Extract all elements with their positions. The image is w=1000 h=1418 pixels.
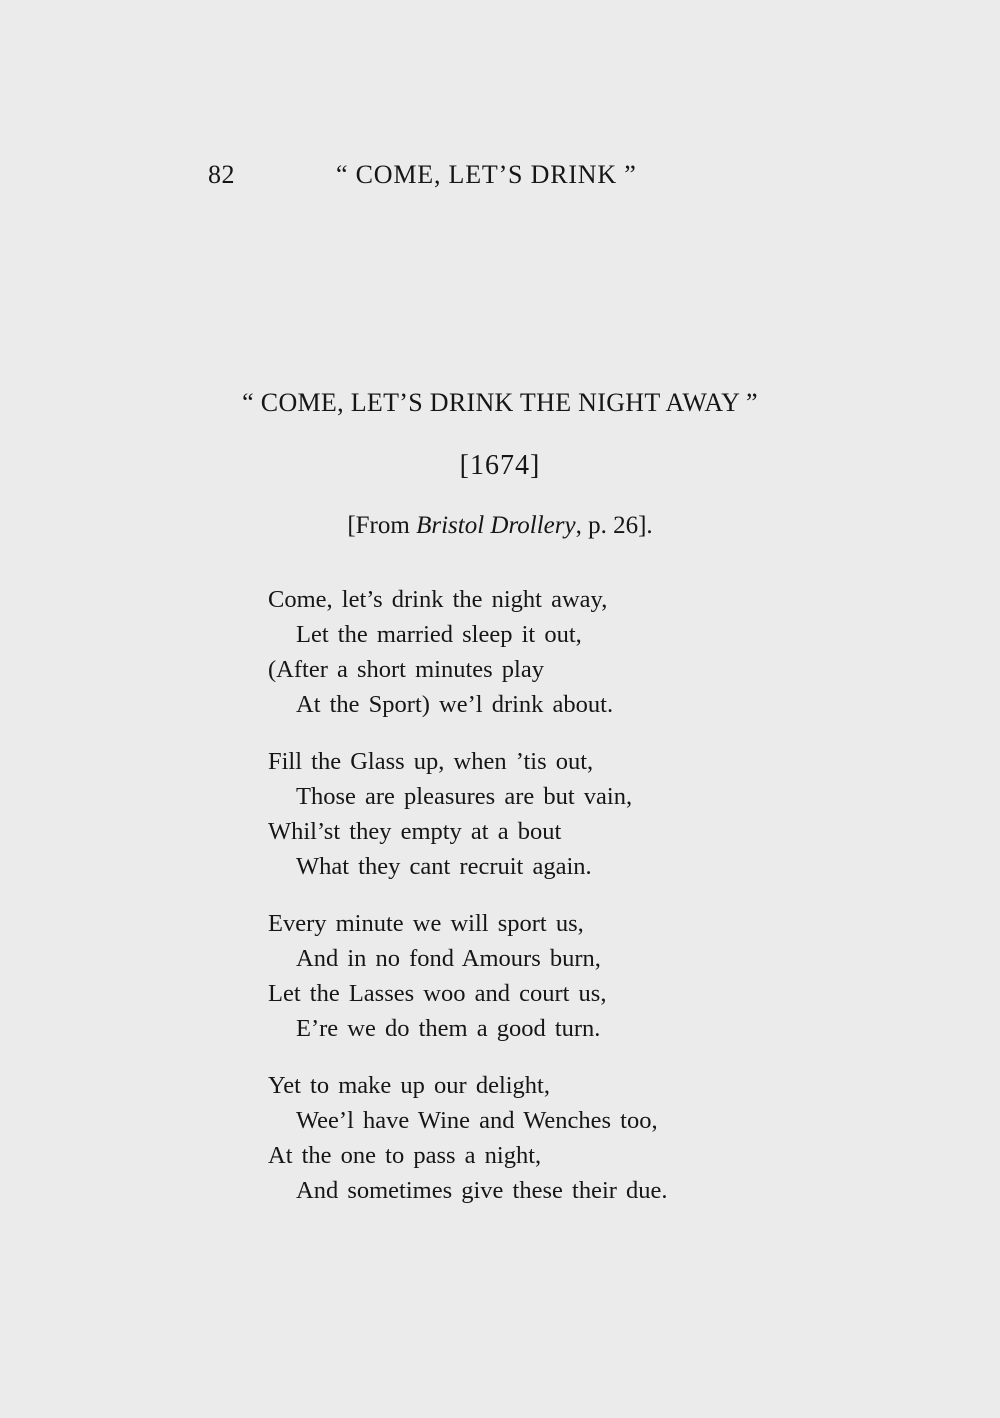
source-prefix: [From xyxy=(347,512,417,539)
verse-line: Come, let’s drink the night away, xyxy=(268,586,608,613)
page-number: 82 xyxy=(208,160,235,189)
stanza xyxy=(268,1068,768,1208)
verse-line: Yet to make up our delight, xyxy=(268,1072,550,1099)
verse-line: (After a short minutes play xyxy=(268,656,544,683)
verse-line: Those are pleasures are but vain, xyxy=(296,783,633,810)
verse-line: Let the Lasses woo and court us, xyxy=(268,980,607,1007)
poem-body xyxy=(268,582,768,1230)
poem-source xyxy=(0,512,1000,540)
poem-title: “ COME, LET’S DRINK THE NIGHT AWAY ” xyxy=(242,388,758,417)
source-work: Bristol Drollery xyxy=(416,512,576,539)
verse-line: And sometimes give these their due. xyxy=(296,1177,668,1204)
verse-line: What they cant recruit again. xyxy=(296,853,592,880)
poem-year: [1674] xyxy=(459,450,541,481)
running-title: “ COME, LET’S DRINK ” xyxy=(336,160,637,189)
verse-line: And in no fond Amours burn, xyxy=(296,945,601,972)
stanza xyxy=(268,906,768,1046)
stanza xyxy=(268,582,768,722)
source-suffix: , p. 26]. xyxy=(575,512,653,539)
verse-line: Whil’st they empty at a bout xyxy=(268,818,562,845)
verse-line: Wee’l have Wine and Wenches too, xyxy=(296,1107,658,1134)
verse-line: At the one to pass a night, xyxy=(268,1142,542,1169)
verse-line: E’re we do them a good turn. xyxy=(296,1015,601,1042)
stanza xyxy=(268,744,768,884)
verse-line: Every minute we will sport us, xyxy=(268,910,584,937)
verse-line: At the Sport) we’l drink about. xyxy=(296,691,614,718)
verse-line: Let the married sleep it out, xyxy=(296,621,582,648)
verse-line: Fill the Glass up, when ’tis out, xyxy=(268,748,594,775)
running-head xyxy=(208,160,668,200)
